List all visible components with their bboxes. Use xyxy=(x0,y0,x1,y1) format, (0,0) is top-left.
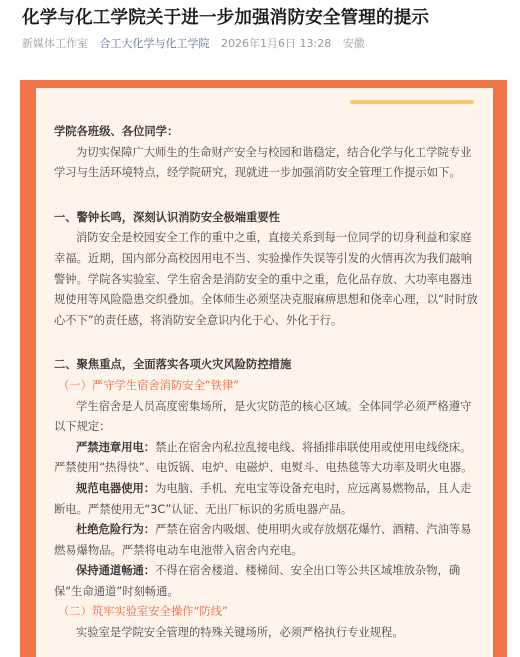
rule-text: 严禁在宿舍内吸烟、使用明火或存放烟花爆竹、酒精、汽油等易燃易爆物品。严禁将电动车电池带入宿舍内充电。 xyxy=(54,523,472,557)
article-meta xyxy=(22,35,373,51)
rule-label: 规范电器使用： xyxy=(76,481,156,495)
rule-item xyxy=(54,520,480,561)
sub2-intro: 实验室是学院安全管理的特殊关键场所，必须严格执行专业规程。 xyxy=(76,626,404,640)
account-link[interactable]: 合工大化学与化工学院 xyxy=(99,37,210,50)
sub1-title: （一）严守学生宿舍消防安全“铁律” xyxy=(58,378,240,392)
rule-item xyxy=(54,561,480,602)
rule-item xyxy=(54,479,480,520)
publish-datetime: 2026年1月6日 13:28 xyxy=(221,37,332,50)
greeting: 学院各班级、各位同学： xyxy=(54,125,179,138)
source-label: 新媒体工作室 xyxy=(22,37,88,50)
rule-text: 不得在宿舍楼道、楼梯间、安全出口等公共区域堆放杂物，确保“生命通道”时刻畅通。 xyxy=(54,564,461,598)
decorative-bar xyxy=(350,100,474,104)
rule-text: 禁止在宿舍内私拉乱接电线、将插排串联使用或使用电线绕床。严禁使用“热得快”、电饭锅、电炉、电磁炉、电熨斗、电热毯等大功率及明火电器。 xyxy=(54,440,473,475)
article-body xyxy=(54,122,480,644)
rule-label: 严禁违章用电： xyxy=(76,440,156,454)
article-title: 化学与化工学院关于进一步加强消防安全管理的提示 xyxy=(22,8,430,28)
publish-location: 安徽 xyxy=(342,37,365,50)
section2-heading: 二、聚焦重点，全面落实各项火灾风险防控措施 xyxy=(54,358,292,372)
rule-text: 为电脑、手机、充电宝等设备充电时，应远离易燃物品，且人走断电。严禁使用无“3C”认证、无出厂标识的劣质电器产品。 xyxy=(54,481,472,516)
rule-label: 保持通道畅通： xyxy=(76,564,156,578)
sub1-intro: 学生宿舍是人员高度密集场所，是火灾防范的核心区域。全体同学必须严格遵守以下规定： xyxy=(54,399,472,434)
section1-body: 消防安全是校园安全工作的重中之重，直接关系到每一位同学的切身利益和家庭幸福。近期，国内部分高校因用电不当、实验操作失误等引发的火情再次为我们敲响警钟。学院各实验室、学生宿舍是消防安全的重中之重，危化品存放、大功率电器违规使用等风险隐患交织叠加。全体师生必须坚决克服麻痹思想和侥幸心理，以“时时放心不下”的责任感，将消防安全意识内化于心、外化于行。 xyxy=(54,231,478,327)
rule-label: 杜绝危险行为： xyxy=(76,523,156,537)
intro-paragraph: 为切实保障广大师生的生命财产安全与校园和谐稳定，结合化学与化工学院专业学习与生活环境特点，经学院研究，现就进一步加强消防安全管理工作提示如下。 xyxy=(54,145,472,180)
sub2-title: （二）筑牢实验室安全操作“防线” xyxy=(58,605,228,619)
section1-heading: 一、警钟长鸣，深刻认识消防安全极端重要性 xyxy=(54,210,280,224)
rule-item xyxy=(54,438,480,479)
